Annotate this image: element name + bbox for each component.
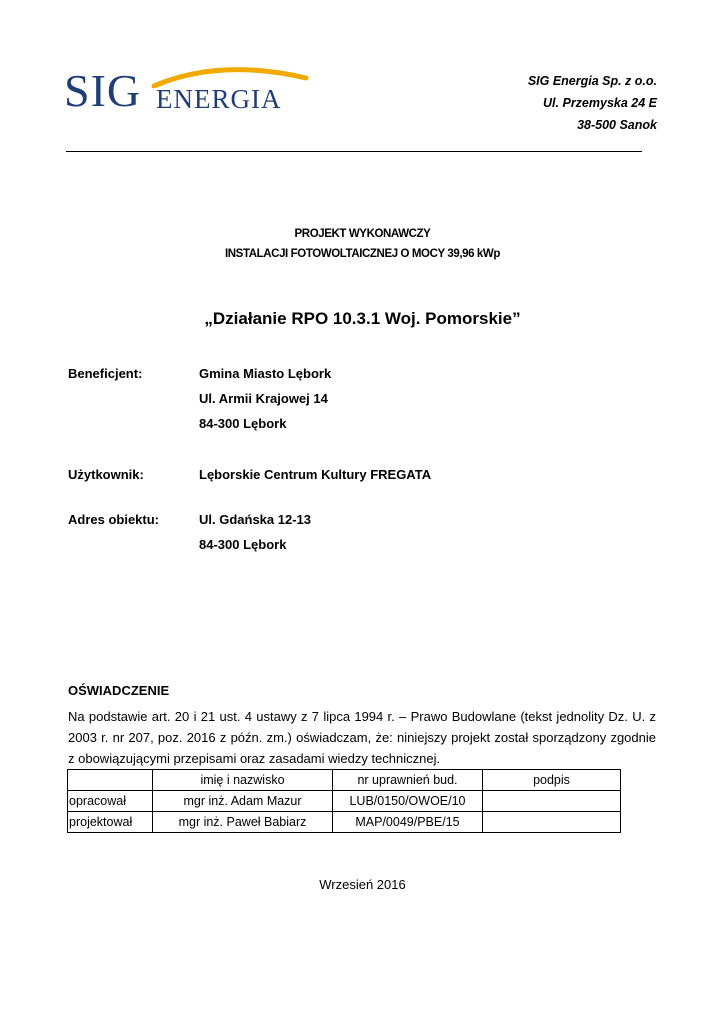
table-header-cell: podpis — [483, 770, 621, 791]
table-header-cell — [68, 770, 153, 791]
logo-text-sig: SIG — [64, 65, 142, 116]
table-cell-signature — [483, 812, 621, 833]
document-title — [0, 224, 725, 264]
uzytkownik-label: Użytkownik: — [68, 467, 144, 482]
table-cell-role: projektował — [68, 812, 153, 833]
uzytkownik-line: Lęborskie Centrum Kultury FREGATA — [199, 467, 432, 482]
company-logo — [64, 64, 314, 120]
table-row — [68, 791, 621, 812]
logo-text-energia: ENERGIA — [156, 84, 282, 114]
table-row — [68, 812, 621, 833]
table-cell-license: MAP/0049/PBE/15 — [333, 812, 483, 833]
statement-text: Na podstawie art. 20 i 21 ust. 4 ustawy z 7 lipca 1994 r. – Prawo Budowlane (tekst jednolity Dz. U. z 2003 r. nr 207, poz. 2016 z późn. zm.) oświadczam, że: niniejszy projekt został sporządzony zgodnie z obowiązującymi przepisami oraz zasadami wiedzy technicznej. — [68, 709, 656, 766]
uzytkownik-value — [199, 462, 431, 487]
table-header-cell: nr uprawnień bud. — [333, 770, 483, 791]
company-city: 38-500 Sanok — [577, 118, 657, 132]
table-cell-name: mgr inż. Adam Mazur — [153, 791, 333, 812]
table-header-row — [68, 770, 621, 791]
signature-table — [67, 769, 621, 833]
table-cell-signature — [483, 791, 621, 812]
table-header-cell: imię i nazwisko — [153, 770, 333, 791]
statement-heading: OŚWIADCZENIE — [68, 683, 170, 698]
header-divider — [66, 151, 642, 152]
beneficjent-value — [199, 361, 331, 436]
project-subject: „Działanie RPO 10.3.1 Woj. Pomorskie” — [204, 309, 521, 328]
table-cell-license: LUB/0150/OWOE/10 — [333, 791, 483, 812]
company-street: Ul. Przemyska 24 E — [543, 96, 657, 110]
company-address — [528, 70, 657, 136]
table-cell-role: opracował — [68, 791, 153, 812]
beneficjent-label: Beneficjent: — [68, 366, 143, 381]
adres-value — [199, 507, 311, 557]
table-cell-name: mgr inż. Paweł Babiarz — [153, 812, 333, 833]
beneficjent-line: Gmina Miasto Lębork — [199, 366, 332, 381]
document-date: Wrzesień 2016 — [319, 877, 406, 892]
beneficjent-line: Ul. Armii Krajowej 14 — [199, 391, 328, 406]
company-name: SIG Energia Sp. z o.o. — [527, 74, 657, 88]
title-line-2: INSTALACJI FOTOWOLTAICZNEJ O MOCY 39,96 kWp — [224, 248, 500, 260]
adres-line: 84-300 Lębork — [199, 537, 287, 552]
beneficjent-line: 84-300 Lębork — [199, 416, 287, 431]
title-line-1: PROJEKT WYKONAWCZY — [294, 228, 431, 240]
adres-label: Adres obiektu: — [68, 512, 160, 527]
adres-line: Ul. Gdańska 12-13 — [199, 512, 311, 527]
